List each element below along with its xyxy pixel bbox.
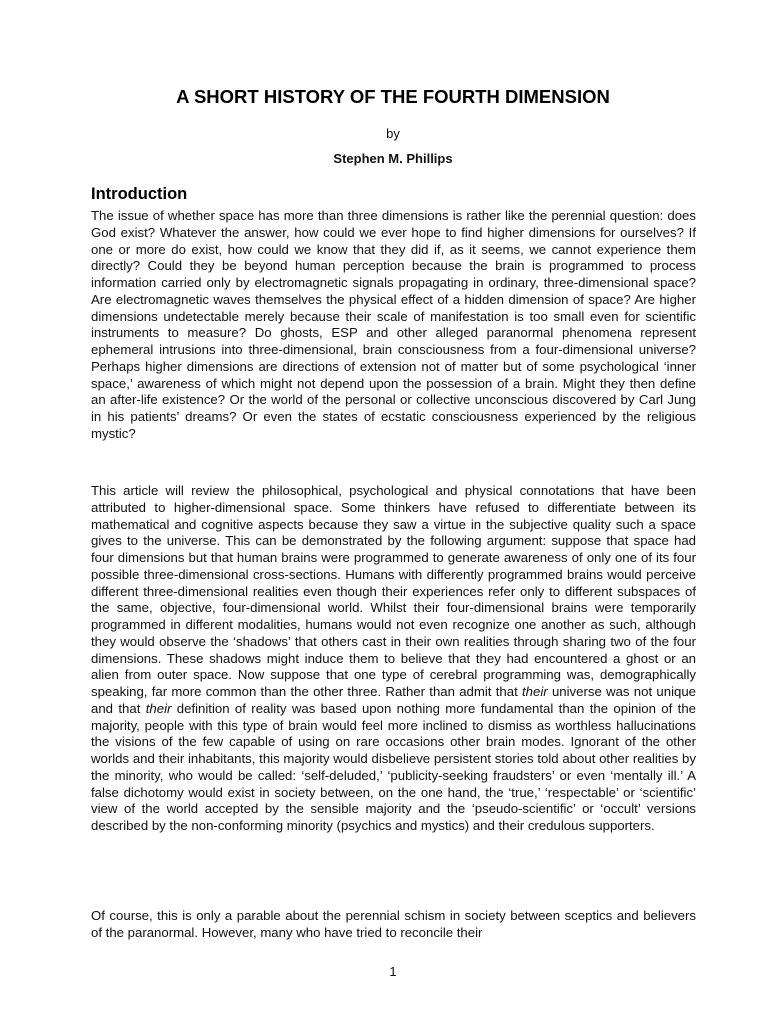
- page-number: 1: [389, 964, 397, 979]
- paragraph-1: The issue of whether space has more than three dimensions is rather like the perennial question: does God exist? Whatever the answer, how could we ever hope to find higher dimensions for ourselves? If one or more do exist, how could we know that they did if, as it seems, we cannot experience them directly? Could they be beyond human perception because the brain is programmed to process information carried only by electromagnetic signals propagating in ordinary, three-dimensional space? Are electromagnetic waves themselves the physical effect of a hidden dimension of space? Are higher dimensions undetectable merely because their scale of manifestation is too small even for scientific instruments to measure? Do ghosts, ESP and other alleged paranormal phenomena represent ephemeral intrusions into three-dimensional, brain consciousness from a four-dimensional universe? Perhaps higher dimensions are directions of extension not of matter but of some psychological ‘inner space,’ awareness of which might not depend upon the possession of a brain. Might they then define an after-life existence? Or the world of the personal or collective unconscious discovered by Carl Jung in his patients’ dreams? Or even the states of ecstatic consciousness experienced by the religious mystic?: [91, 208, 696, 441]
- section-heading: Introduction: [91, 185, 188, 203]
- paragraph-3: Of course, this is only a parable about the perennial schism in society between sceptics and believers of the paranormal. However, many who have tried to reconcile their: [91, 908, 696, 940]
- paragraph-2-text: This article will review the philosophical, psychological and physical connotations that have been attributed to higher-dimensional space. Some thinkers have refused to differentiate between its mathematical and cognitive aspects because they saw a virtue in the subjective quality such a space gives to the universe. This can be demonstrated by the following argument: suppose that space had four dimensions but that human brains were programmed to generate awareness of only one of its four possible three-dimensional cross-sections. Humans with differently programmed brains would perceive different three-dimensional realities even though their experiences refer only to different subspaces of the same, objective, four-dimensional world. Whilst their four-dimensional brains were temporarily programmed in different modalities, humans would not even recognize one another as such, although they would observe the ‘shadows’ that others cast in their own realities through sharing two of the four dimensions. These shadows might induce them to believe that they had encountered a ghost or an alien from outer space. Now suppose that one type of cerebral programming was, demographically speaking, far more common than the other three. Rather than admit that: [91, 483, 696, 699]
- paragraph-2-text: universe was not unique and that: [91, 684, 696, 716]
- emphasis-their: their: [145, 700, 172, 716]
- document-title: A SHORT HISTORY OF THE FOURTH DIMENSION: [176, 86, 610, 107]
- author-name: Stephen M. Phillips: [333, 151, 453, 166]
- emphasis-their: their: [522, 684, 548, 699]
- byline: by: [386, 126, 400, 141]
- paragraph-2-text: definition of reality was based upon nothing more fundamental than the opinion of the majority, people with this type of brain would feel more inclined to dismiss as worthless hallucinations the visions of the few capable of using on rare occasions other brain modes. Ignorant of the other worlds and their inhabitants, this majority would disbelieve persistent stories told about other realities by the minority, who would be called: ‘self-deluded,’ ‘publicity-seeking fraudsters’ or even ‘mentally ill.’ A false dichotomy would exist in society between, on the one hand, the ‘true,’ ‘respectable’ or ‘scientific’ view of the world accepted by the sensible majority and the ‘pseudo-scientific’ or ‘occult’ versions described by the non-conforming minority (psychics and mystics) and their credulous supporters.: [91, 700, 697, 833]
- paragraph-2: [91, 483, 696, 835]
